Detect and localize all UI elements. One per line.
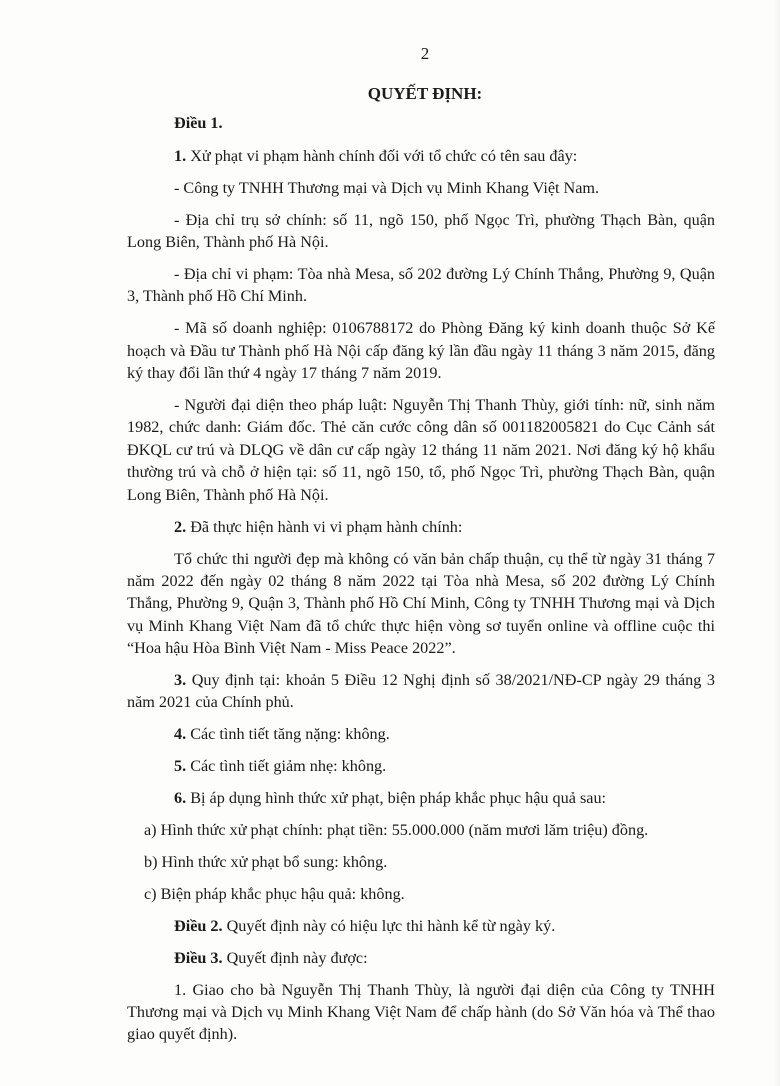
violation-description: Tổ chức thi người đẹp mà không có văn bản chấp thuận, cụ thể từ ngày 31 tháng 7 năm 2022 đến ngày 02 tháng 8 năm 2022 tại Tòa nhà Mesa, số 202 đường Lý Chính Thắng, Phường 9, Quận 3, Thành phố Hồ Chí Minh, Công ty TNHH Thương mại và Dịch vụ Minh Khang Việt Nam đã tổ chức thực hiện vòng sơ tuyển online và offline cuộc thi “Hoa hậu Hòa Bình Việt Nam - Miss Peace 2022”. (127, 549, 715, 658)
page-number: 2 (420, 44, 430, 63)
item-6a-main-penalty: a) Hình thức xử phạt chính: phạt tiền: 55.000.000 (năm mươi lăm triệu) đồng. (144, 821, 649, 840)
item-6b-additional-penalty: b) Hình thức xử phạt bổ sung: không. (144, 852, 388, 871)
article-1-item-2: 2. Đã thực hiện hành vi vi phạm hành chính: (174, 517, 463, 536)
article-1-item-5: 5. Các tình tiết giảm nhẹ: không. (174, 757, 387, 776)
headquarters-address: - Địa chỉ trụ sở chính: số 11, ngõ 150, phố Ngọc Trì, phường Thạch Bàn, quận Long Biên, Thành phố Hà Nội. (127, 210, 715, 252)
enterprise-code: - Mã số doanh nghiệp: 0106788172 do Phòng Đăng ký kinh doanh thuộc Sở Kế hoạch và Đầu tư Thành phố Hà Nội cấp đăng ký lần đầu ngày 11 tháng 3 năm 2015, đăng ký thay đổi lần thứ 4 ngày 17 tháng 7 năm 2019. (127, 319, 715, 383)
article-1-item-6: 6. Bị áp dụng hình thức xử phạt, biện pháp khắc phục hậu quả sau: (174, 789, 607, 808)
article-3: Điều 3. Quyết định này được: (174, 948, 368, 967)
legal-representative: - Người đại diện theo pháp luật: Nguyễn Thị Thanh Thùy, giới tính: nữ, sinh năm 1982, chức danh: Giám đốc. Thẻ căn cước công dân số 001182005821 do Cục Cảnh sát ĐKQL cư trú và DLQG về dân cư cấp ngày 12 tháng 11 năm 2021. Nơi đăng ký hộ khẩu thường trú và chỗ ở hiện tại: số 11, ngõ 150, tổ, phố Ngọc Trì, phường Thạch Bàn, quận Long Biên, Thành phố Hà Nội. (127, 396, 715, 504)
document-title: QUYẾT ĐỊNH: (367, 84, 483, 103)
item-6c-remedial-measures: c) Biện pháp khắc phục hậu quả: không. (144, 884, 405, 903)
company-name: - Công ty TNHH Thương mại và Dịch vụ Minh Khang Việt Nam. (174, 178, 600, 197)
article-2: Điều 2. Quyết định này có hiệu lực thi hành kể từ ngày ký. (174, 916, 556, 935)
article-1-item-3: 3. Quy định tại: khoản 5 Điều 12 Nghị định số 38/2021/NĐ-CP ngày 29 tháng 3 năm 2021 của Chính phủ. (127, 671, 715, 712)
page-edge-shadow (774, 0, 780, 1086)
violation-address: - Địa chỉ vi phạm: Tòa nhà Mesa, số 202 đường Lý Chính Thắng, Phường 9, Quận 3, Thành phố Hồ Chí Minh. (127, 265, 715, 306)
document-body (127, 112, 715, 1055)
article-1-item-1: 1. Xử phạt vi phạm hành chính đối với tổ chức có tên sau đây: (174, 146, 578, 165)
article-1-item-4: 4. Các tình tiết tăng nặng: không. (174, 725, 390, 744)
article-1-heading: Điều 1. (174, 114, 223, 132)
article-3-item-1: 1. Giao cho bà Nguyễn Thị Thanh Thùy, là người đại diện của Công ty TNHH Thương mại và Dịch vụ Minh Khang Việt Nam để chấp hành (do Sở Văn hóa và Thể thao giao quyết định). (127, 980, 715, 1044)
